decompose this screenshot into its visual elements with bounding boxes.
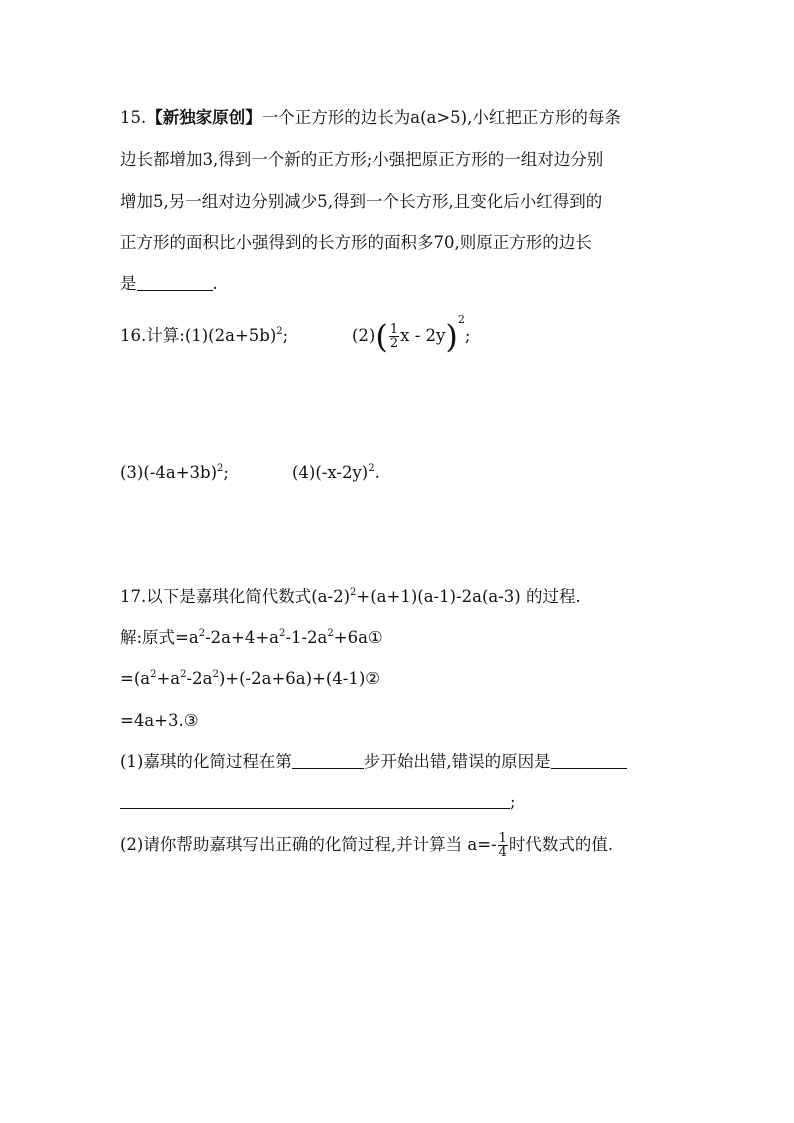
q17-intro-exp: 2 [350, 587, 357, 598]
fraction-numerator: 1 [498, 831, 507, 846]
q17-part1-end: ; [510, 792, 516, 811]
q16-part3 [120, 463, 229, 483]
s1-exp-2: 2 [279, 628, 286, 639]
s2-a: =(a [120, 669, 151, 688]
s1-exp-3: 2 [327, 628, 334, 639]
q16-part2-end: ; [464, 326, 471, 345]
s1-exp-1: 2 [198, 628, 206, 639]
q17-part2-fraction [498, 832, 508, 859]
q15-line-3: 增加5,另一组对边分别减少5,得到一个长方形,且变化后小红得到的 [120, 192, 603, 211]
s2-exp-1: 2 [150, 669, 157, 680]
q16-part4-exp: 2 [368, 463, 375, 474]
q15-text-1: 一个正方形的边长为a(a>5),小红把正方形的每条 [261, 108, 621, 127]
fraction-denominator: 2 [389, 336, 399, 351]
q17-intro-b: +(a+1)(a-1)-2a(a-3) 的过程. [356, 587, 581, 606]
q15-line-1 [120, 108, 621, 128]
q16-part3-end: ; [223, 463, 229, 482]
q17-intro [120, 587, 581, 607]
q17-part2 [120, 828, 613, 862]
q17-step-1 [120, 628, 383, 648]
q16-part4-end: . [374, 463, 380, 482]
left-paren: ( [375, 317, 388, 356]
fraction-denominator: 4 [498, 845, 507, 860]
q17-part1-line1 [120, 752, 627, 772]
q15-line-4: 正方形的面积比小强得到的长方形的面积多70,则原正方形的边长 [120, 233, 592, 252]
q16-part1-exp: 2 [276, 326, 283, 337]
q15-suffix: . [212, 274, 218, 293]
step-answer-blank[interactable] [292, 752, 364, 769]
q16-part1-end: ; [282, 326, 289, 345]
right-paren: ) [445, 317, 458, 356]
q16-label: 16.计算: [120, 326, 185, 345]
q15-prefix: 是 [120, 274, 137, 293]
q17-part1-b: 步开始出错,错误的原因是 [363, 752, 551, 771]
s2-exp-2: 2 [180, 669, 187, 680]
q16-part2-exp: 2 [457, 313, 465, 326]
s1-b: -2a+4+a [205, 628, 280, 647]
q15-answer-blank[interactable] [137, 274, 213, 291]
q16-part3-expr: (3)(-4a+3b) [120, 463, 218, 482]
s1-d: +6a① [333, 628, 383, 647]
q16-part2-label: (2) [352, 326, 376, 345]
q17-part2-a: (2)请你帮助嘉琪写出正确的化简过程,并计算当 a=- [120, 835, 497, 854]
q16-part4 [292, 463, 380, 483]
q17-part1-line2 [120, 792, 516, 812]
s2-c: -2a [186, 669, 213, 688]
q17-part2-b: 时代数式的值. [508, 835, 614, 854]
q16-part4-expr: (4)(-x-2y) [292, 463, 369, 482]
fraction-numerator: 1 [389, 322, 399, 337]
q17-step-2 [120, 669, 380, 689]
s1-a: 解:原式=a [120, 628, 199, 647]
q16-part2-fraction [389, 323, 399, 350]
q16-part1: (1)(2a+5b) [184, 326, 277, 345]
q17-part1-a: (1)嘉琪的化简过程在第 [120, 752, 292, 771]
q16-part3-exp: 2 [217, 463, 224, 474]
s2-exp-3: 2 [212, 669, 219, 680]
q17-intro-a: 17.以下是嘉琪化简代数式(a-2) [120, 587, 351, 606]
q15-tag: 【新独家原创】 [146, 108, 262, 127]
q15-line-5 [120, 274, 218, 294]
reason-answer-blank-2[interactable] [120, 792, 510, 809]
q15-number: 15. [120, 108, 147, 127]
s1-c: -1-2a [285, 628, 328, 647]
reason-answer-blank-1[interactable] [551, 752, 627, 769]
q15-line-2: 边长都增加3,得到一个新的正方形;小强把原正方形的一组对边分别 [120, 150, 604, 169]
q16-part2-expr: x - 2y [400, 326, 446, 345]
s2-b: +a [156, 669, 181, 688]
q16-part2 [352, 313, 471, 356]
q16-line-1 [120, 326, 288, 346]
s2-d: )+(-2a+6a)+(4-1)② [218, 669, 381, 688]
q17-step-3: =4a+3.③ [120, 711, 199, 730]
